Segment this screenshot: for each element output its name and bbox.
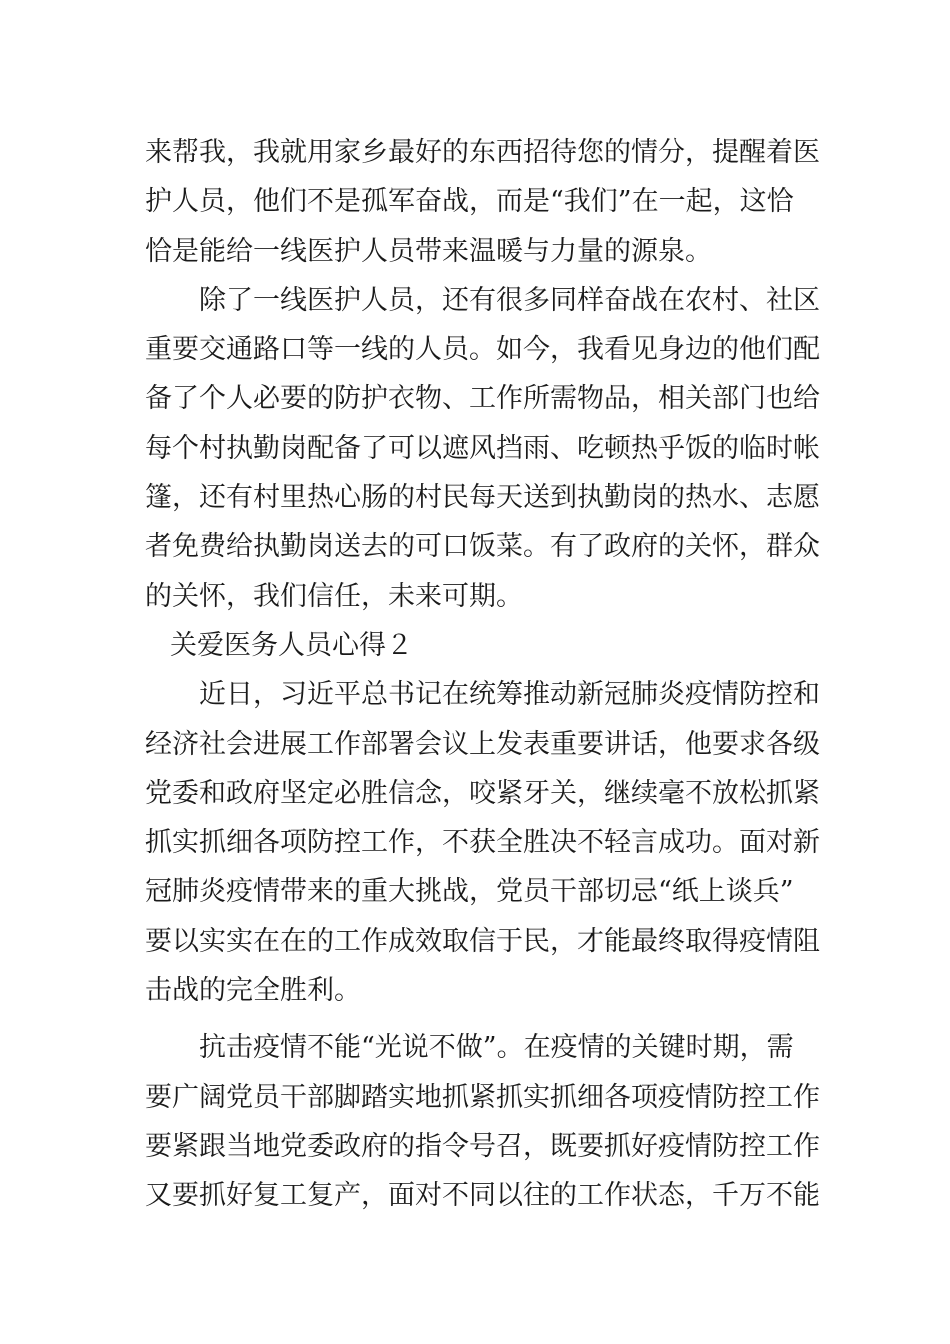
text-line: 的关怀，我们信任，未来可期。: [145, 580, 523, 612]
text-line: 抓实抓细各项防控工作，不获全胜决不轻言成功。面对新: [145, 827, 820, 859]
text-line: 又要抓好复工复产，面对不同以往的工作状态，千万不能: [145, 1180, 820, 1212]
text-line: 来帮我，我就用家乡最好的东西招待您的情分，提醒着医: [145, 137, 820, 168]
heading-text: 关爱医务人员心得２: [170, 629, 413, 661]
text-line: 备了个人必要的防护衣物、工作所需物品，相关部门也给: [145, 383, 820, 415]
text-line: 抗击疫情不能“光说不做”。在疫情的关键时期，需: [199, 1032, 794, 1064]
text-line: 护人员，他们不是孤军奋战，而是“我们”在一起，这恰: [145, 186, 794, 218]
text-line: 击战的完全胜利。: [145, 975, 361, 1007]
text-line: 篷，还有村里热心肠的村民每天送到执勤岗的热水、志愿: [145, 482, 820, 514]
text-line: 要广阔党员干部脚踏实地抓紧抓实抓细各项疫情防控工作: [145, 1081, 820, 1113]
text-line: 每个村执勤岗配备了可以遮风挡雨、吃顿热乎饭的临时帐: [145, 432, 820, 464]
text-line: 恰是能给一线医护人员带来温暖与力量的源泉。: [145, 235, 712, 267]
text-line: 党委和政府坚定必胜信念，咬紧牙关，继续毫不放松抓紧: [145, 777, 820, 809]
section-heading: [145, 621, 815, 670]
text-line: 要以实实在在的工作成效取信于民，才能最终取得疫情阻: [145, 925, 820, 957]
text-line: 要紧跟当地党委政府的指令号召，既要抓好疫情防控工作: [145, 1130, 820, 1162]
text-line: 近日，习近平总书记在统筹推动新冠肺炎疫情防控和: [199, 679, 820, 711]
document-body: [145, 128, 820, 1221]
text-line: 重要交通路口等一线的人员。如今，我看见身边的他们配: [145, 334, 820, 366]
text-line: 除了一线医护人员，还有很多同样奋战在农村、社区: [199, 284, 820, 316]
text-line: 者免费给执勤岗送去的可口饭菜。有了政府的关怀，群众: [145, 531, 820, 563]
text-line: 冠肺炎疫情带来的重大挑战，党员干部切忌“纸上谈兵”: [145, 876, 794, 908]
paragraph-gap: [145, 1015, 815, 1023]
text-line: 经济社会进展工作部署会议上发表重要讲话，他要求各级: [145, 728, 820, 760]
paragraph: [145, 670, 820, 1015]
paragraph: [145, 1023, 820, 1220]
paragraph: [145, 128, 820, 276]
paragraph: [145, 276, 820, 621]
